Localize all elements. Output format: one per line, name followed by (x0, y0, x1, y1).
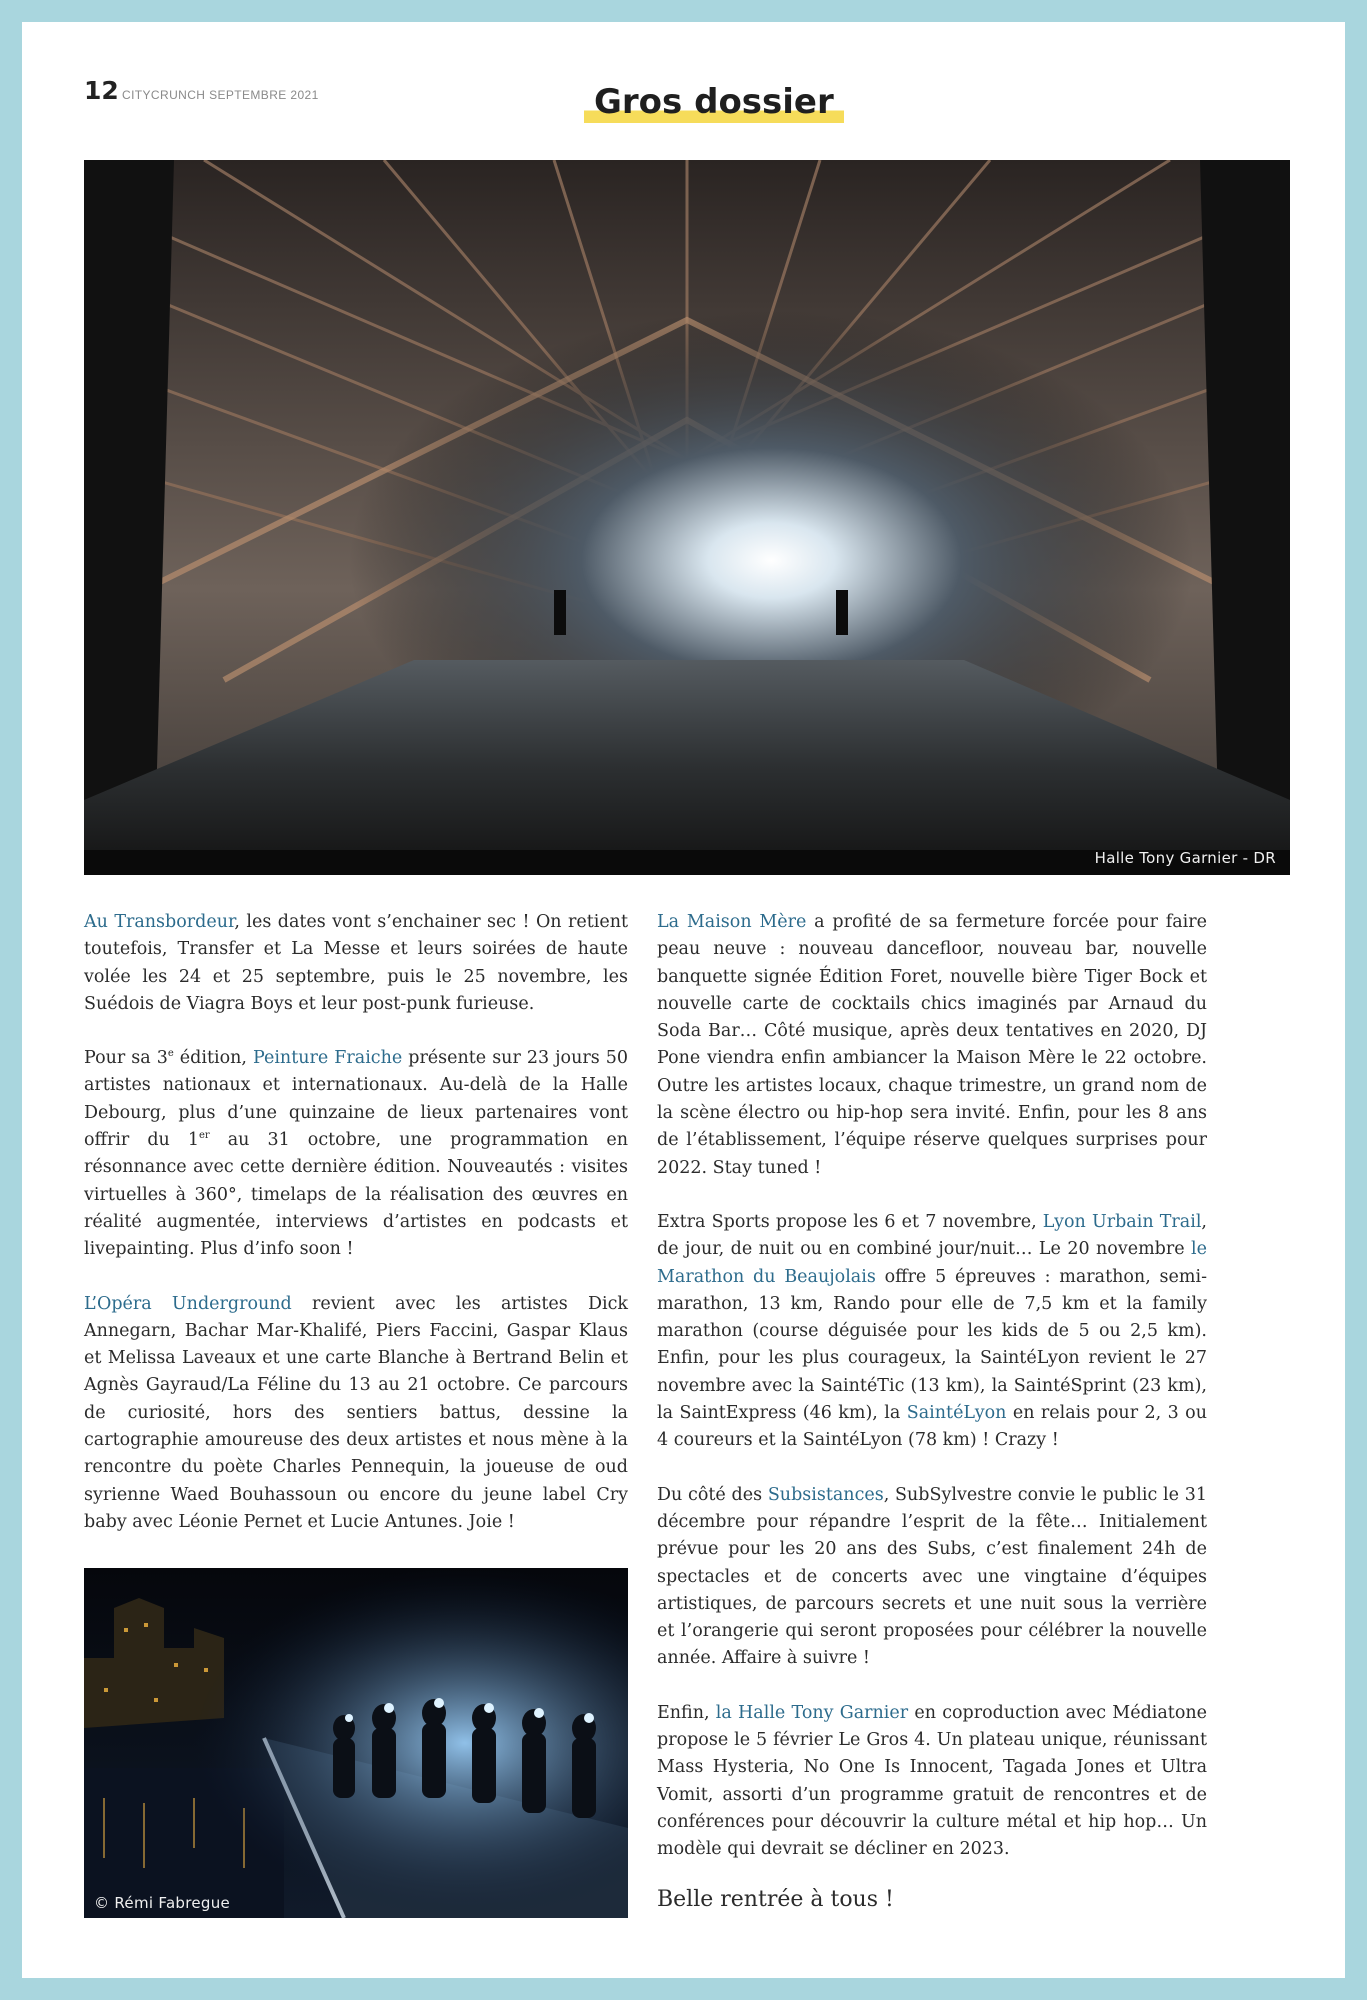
paragraph-extra-sports (657, 1209, 1207, 1455)
right-column (657, 909, 1207, 1942)
link-saintelyon[interactable]: SaintéLyon (906, 1403, 1007, 1424)
paragraph-text: Pour sa 3 (84, 1048, 168, 1069)
link-transbordeur[interactable]: Au Transbordeur (84, 912, 235, 932)
hero-caption: Halle Tony Garnier - DR (1094, 849, 1276, 867)
paragraph-text: édition, (173, 1048, 253, 1069)
section-title: Gros dossier (584, 80, 844, 128)
left-column (84, 909, 628, 1563)
paragraph-subsistances (657, 1482, 1207, 1673)
paragraph-peinture-fraiche (84, 1045, 628, 1263)
superscript: er (199, 1130, 210, 1142)
runners-photo (84, 1568, 628, 1918)
closing-line: Belle rentrée à tous ! (657, 1886, 894, 1912)
paragraph-text: offre 5 épreuves : marathon, semi-marathon, 13 km, Rando pour elle de 7,5 km et la family marathon (course déguisée pour les kids de 5 ou 2,5 km). Enfin, pour les plus courageux, la SaintéLyon revient le 27 novembre avec la SaintéTic (13 km), la SaintéSprint (23 km), la SaintExpress (46 km), la (657, 1266, 1207, 1424)
paragraph-text: revient avec les artistes Dick Annegarn, Bachar Mar-Khalifé, Piers Faccini, Gaspar Klaus et Melissa Laveaux et une carte Blanche à Bertrand Belin et Agnès Gayraud/La Féline du 13 au 21 octobre. Ce parcours de curiosité, hors des sentiers battus, dessine la cartographie amoureuse des deux artistes et nous mène à la rencontre du poète Charles Pennequin, la joueuse de oud syrienne Waed Bouhassoun ou encore du jeune label Cry baby avec Léonie Pernet et Lucie Antunes. Joie ! (84, 1293, 629, 1532)
link-opera-underground[interactable]: L’Opéra Underground (84, 1293, 292, 1314)
paragraph-opera-underground (84, 1291, 628, 1537)
link-marathon-beaujolais[interactable]: le Marathon du Beaujolais (657, 1239, 1207, 1287)
paragraph-text: en coproduction avec Médiatone propose le 5 février Le Gros 4. Un plateau unique, réunissant Mass Hysteria, No One Is Innocent, Tagada Jones et Ultra Vomit, assorti d’un programme gratuit de rencontres et de conférences pour découvrir la culture métal et hip hop… Un modèle qui devrait se décliner en 2023. (657, 1702, 1207, 1860)
paragraph-text: présente sur 23 jours 50 artistes nationaux et internationaux. Au-delà de la Halle Debourg, plus d’une quinzaine de lieux partenaires vont offrir du 1 (84, 1048, 628, 1151)
paragraph-text: a profité de sa fermeture forcée pour faire peau neuve : nouveau dancefloor, nouveau bar, nouvelle banquette signée Édition Foret, nouvelle bière Tiger Bock et nouvelle carte de cocktails chics imaginés par Arnaud du Soda Bar… Côté musique, après deux tentatives en 2020, DJ Pone viendra enfin ambiancer la Maison Mère le 22 octobre. Outre les artistes locaux, chaque trimestre, un grand nom de la scène électro ou hip-hop sera invité. Enfin, pour les 8 ans de l’établissement, l’équipe réserve quelques surprises pour 2022. Stay tuned ! (657, 912, 1207, 1178)
superscript: e (167, 1048, 174, 1060)
paragraph-text: , SubSylvestre convie le public le 31 décembre pour répandre l’esprit de la fête… Initialement prévue pour les 20 ans des Subs, c’est finalement 24h de spectacles et de concerts avec une vingtaine d’équipes artistiques, de parcours secrets et une nuit sous la verrière et l’orangerie qui seront proposées pour célébrer la nouvelle année. Affaire à suivre ! (657, 1484, 1207, 1669)
link-lyon-urbain-trail[interactable]: Lyon Urbain Trail (1042, 1211, 1202, 1232)
magazine-page (22, 22, 1345, 1978)
paragraph-text: , de jour, de nuit ou en combiné jour/nuit… Le 20 novembre (657, 1211, 1207, 1260)
paragraph-halle-tony-garnier (657, 1700, 1207, 1864)
paragraph-text: en relais pour 2, 3 ou 4 coureurs et la SaintéLyon (78 km) ! Crazy ! (657, 1403, 1207, 1451)
paragraph-text: Extra Sports propose les 6 et 7 novembre, (657, 1211, 1043, 1232)
concert-hall-illustration (84, 160, 1290, 875)
night-race-illustration (84, 1568, 628, 1918)
paragraph-text: Du côté des (657, 1484, 768, 1505)
hero-photo (84, 160, 1290, 875)
paragraph-maison-mere (657, 909, 1207, 1182)
paragraph-text: , les dates vont s’enchainer sec ! On retient toutefois, Transfer et La Messe et leurs soirées de haute volée les 24 et 25 septembre, puis le 25 novembre, les Suédois de Viagra Boys et leur post-punk furieuse. (84, 912, 628, 1014)
link-maison-mere[interactable]: La Maison Mère (657, 912, 807, 932)
paragraph-text: Enfin, (657, 1702, 716, 1723)
page-number: 12 (84, 76, 119, 105)
paragraph-transbordeur (84, 909, 628, 1018)
runners-caption: © Rémi Fabregue (94, 1894, 231, 1912)
link-subsistances[interactable]: Subsistances (767, 1484, 884, 1505)
paragraph-text: au 31 octobre, une programmation en résonnance avec cette dernière édition. Nouveautés : visites virtuelles à 360°, timelaps de la réalisation des œuvres en réalité augmentée, interviews d’artistes en podcasts et livepainting. Plus d’info soon ! (84, 1130, 629, 1260)
link-peinture-fraiche[interactable]: Peinture Fraiche (252, 1048, 403, 1069)
link-halle-tony-garnier[interactable]: la Halle Tony Garnier (715, 1702, 909, 1723)
issue-label: CITYCRUNCH SEPTEMBRE 2021 (122, 88, 319, 102)
